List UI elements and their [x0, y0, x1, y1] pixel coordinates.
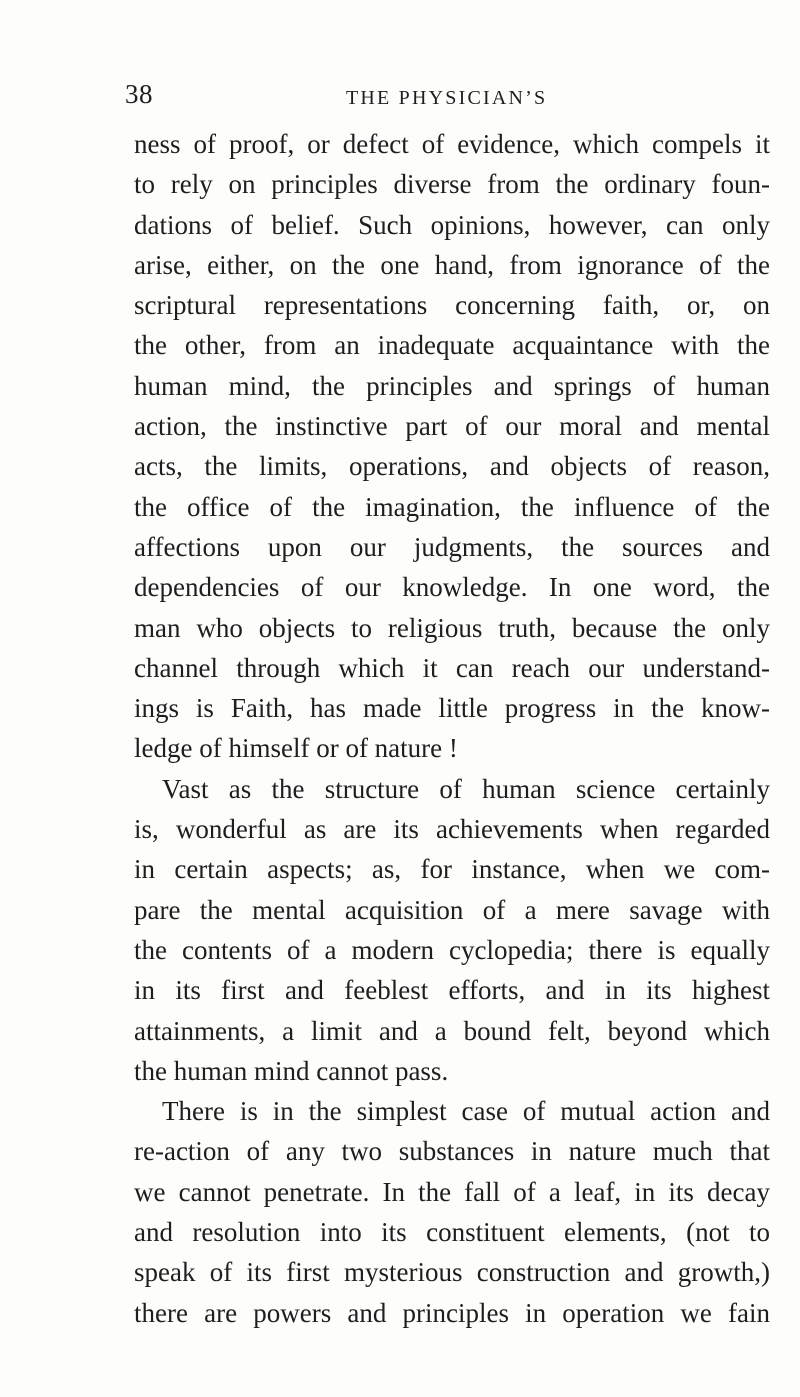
- text-line: human mind, the principles and springs of human: [134, 370, 770, 401]
- text-line: dations of belief. Such opinions, however, can only: [134, 209, 770, 240]
- text-line: in its first and feeblest efforts, and in its highest: [134, 975, 770, 1006]
- page-number: 38: [125, 79, 153, 109]
- text-line: acts, the limits, operations, and objects of reason,: [134, 451, 770, 482]
- text-line: dependencies of our knowledge. In one word, the: [134, 572, 770, 603]
- text-line: the contents of a modern cyclopedia; there is equally: [134, 934, 770, 965]
- text-line: attainments, a limit and a bound felt, beyond which: [134, 1015, 770, 1046]
- text-line: is, wonderful as are its achievements when regarded: [134, 814, 770, 845]
- text-line: the office of the imagination, the influence of the: [134, 491, 770, 522]
- text-line: man who objects to religious truth, because the only: [134, 612, 770, 643]
- text-line: scriptural representations concerning faith, or, on: [134, 290, 770, 321]
- text-line-paragraph-start: Vast as the structure of human science certainly: [162, 773, 770, 804]
- text-line: ness of proof, or defect of evidence, which compels it: [134, 129, 770, 159]
- body-text: [134, 124, 770, 1333]
- text-line: action, the instinctive part of our moral and mental: [134, 411, 770, 442]
- text-line-paragraph-end: ledge of himself or of nature !: [134, 733, 458, 764]
- text-line: arise, either, on the one hand, from ignorance of the: [134, 249, 770, 280]
- text-line: speak of its first mysterious construction and growth,): [134, 1257, 770, 1288]
- text-line-paragraph-start: There is in the simplest case of mutual action and: [162, 1096, 770, 1127]
- text-line: there are powers and principles in operation we fain: [134, 1297, 770, 1328]
- text-line: and resolution into its constituent elements, (not to: [134, 1217, 770, 1248]
- text-line: in certain aspects; as, for instance, when we com-: [134, 854, 770, 885]
- text-line: channel through which it can reach our understand-: [134, 652, 770, 683]
- text-line-paragraph-end: the human mind cannot pass.: [134, 1055, 449, 1086]
- text-line: to rely on principles diverse from the ordinary foun-: [134, 169, 770, 200]
- text-line: affections upon our judgments, the sources and: [134, 531, 770, 562]
- text-line: the other, from an inadequate acquaintance with the: [134, 330, 770, 361]
- running-head: THE PHYSICIAN’S: [346, 87, 548, 109]
- text-line: pare the mental acquisition of a mere savage with: [134, 894, 770, 925]
- text-line: we cannot penetrate. In the fall of a leaf, in its decay: [134, 1176, 770, 1207]
- text-line: ings is Faith, has made little progress in the know-: [134, 693, 770, 724]
- text-line: re-action of any two substances in nature much that: [134, 1136, 770, 1167]
